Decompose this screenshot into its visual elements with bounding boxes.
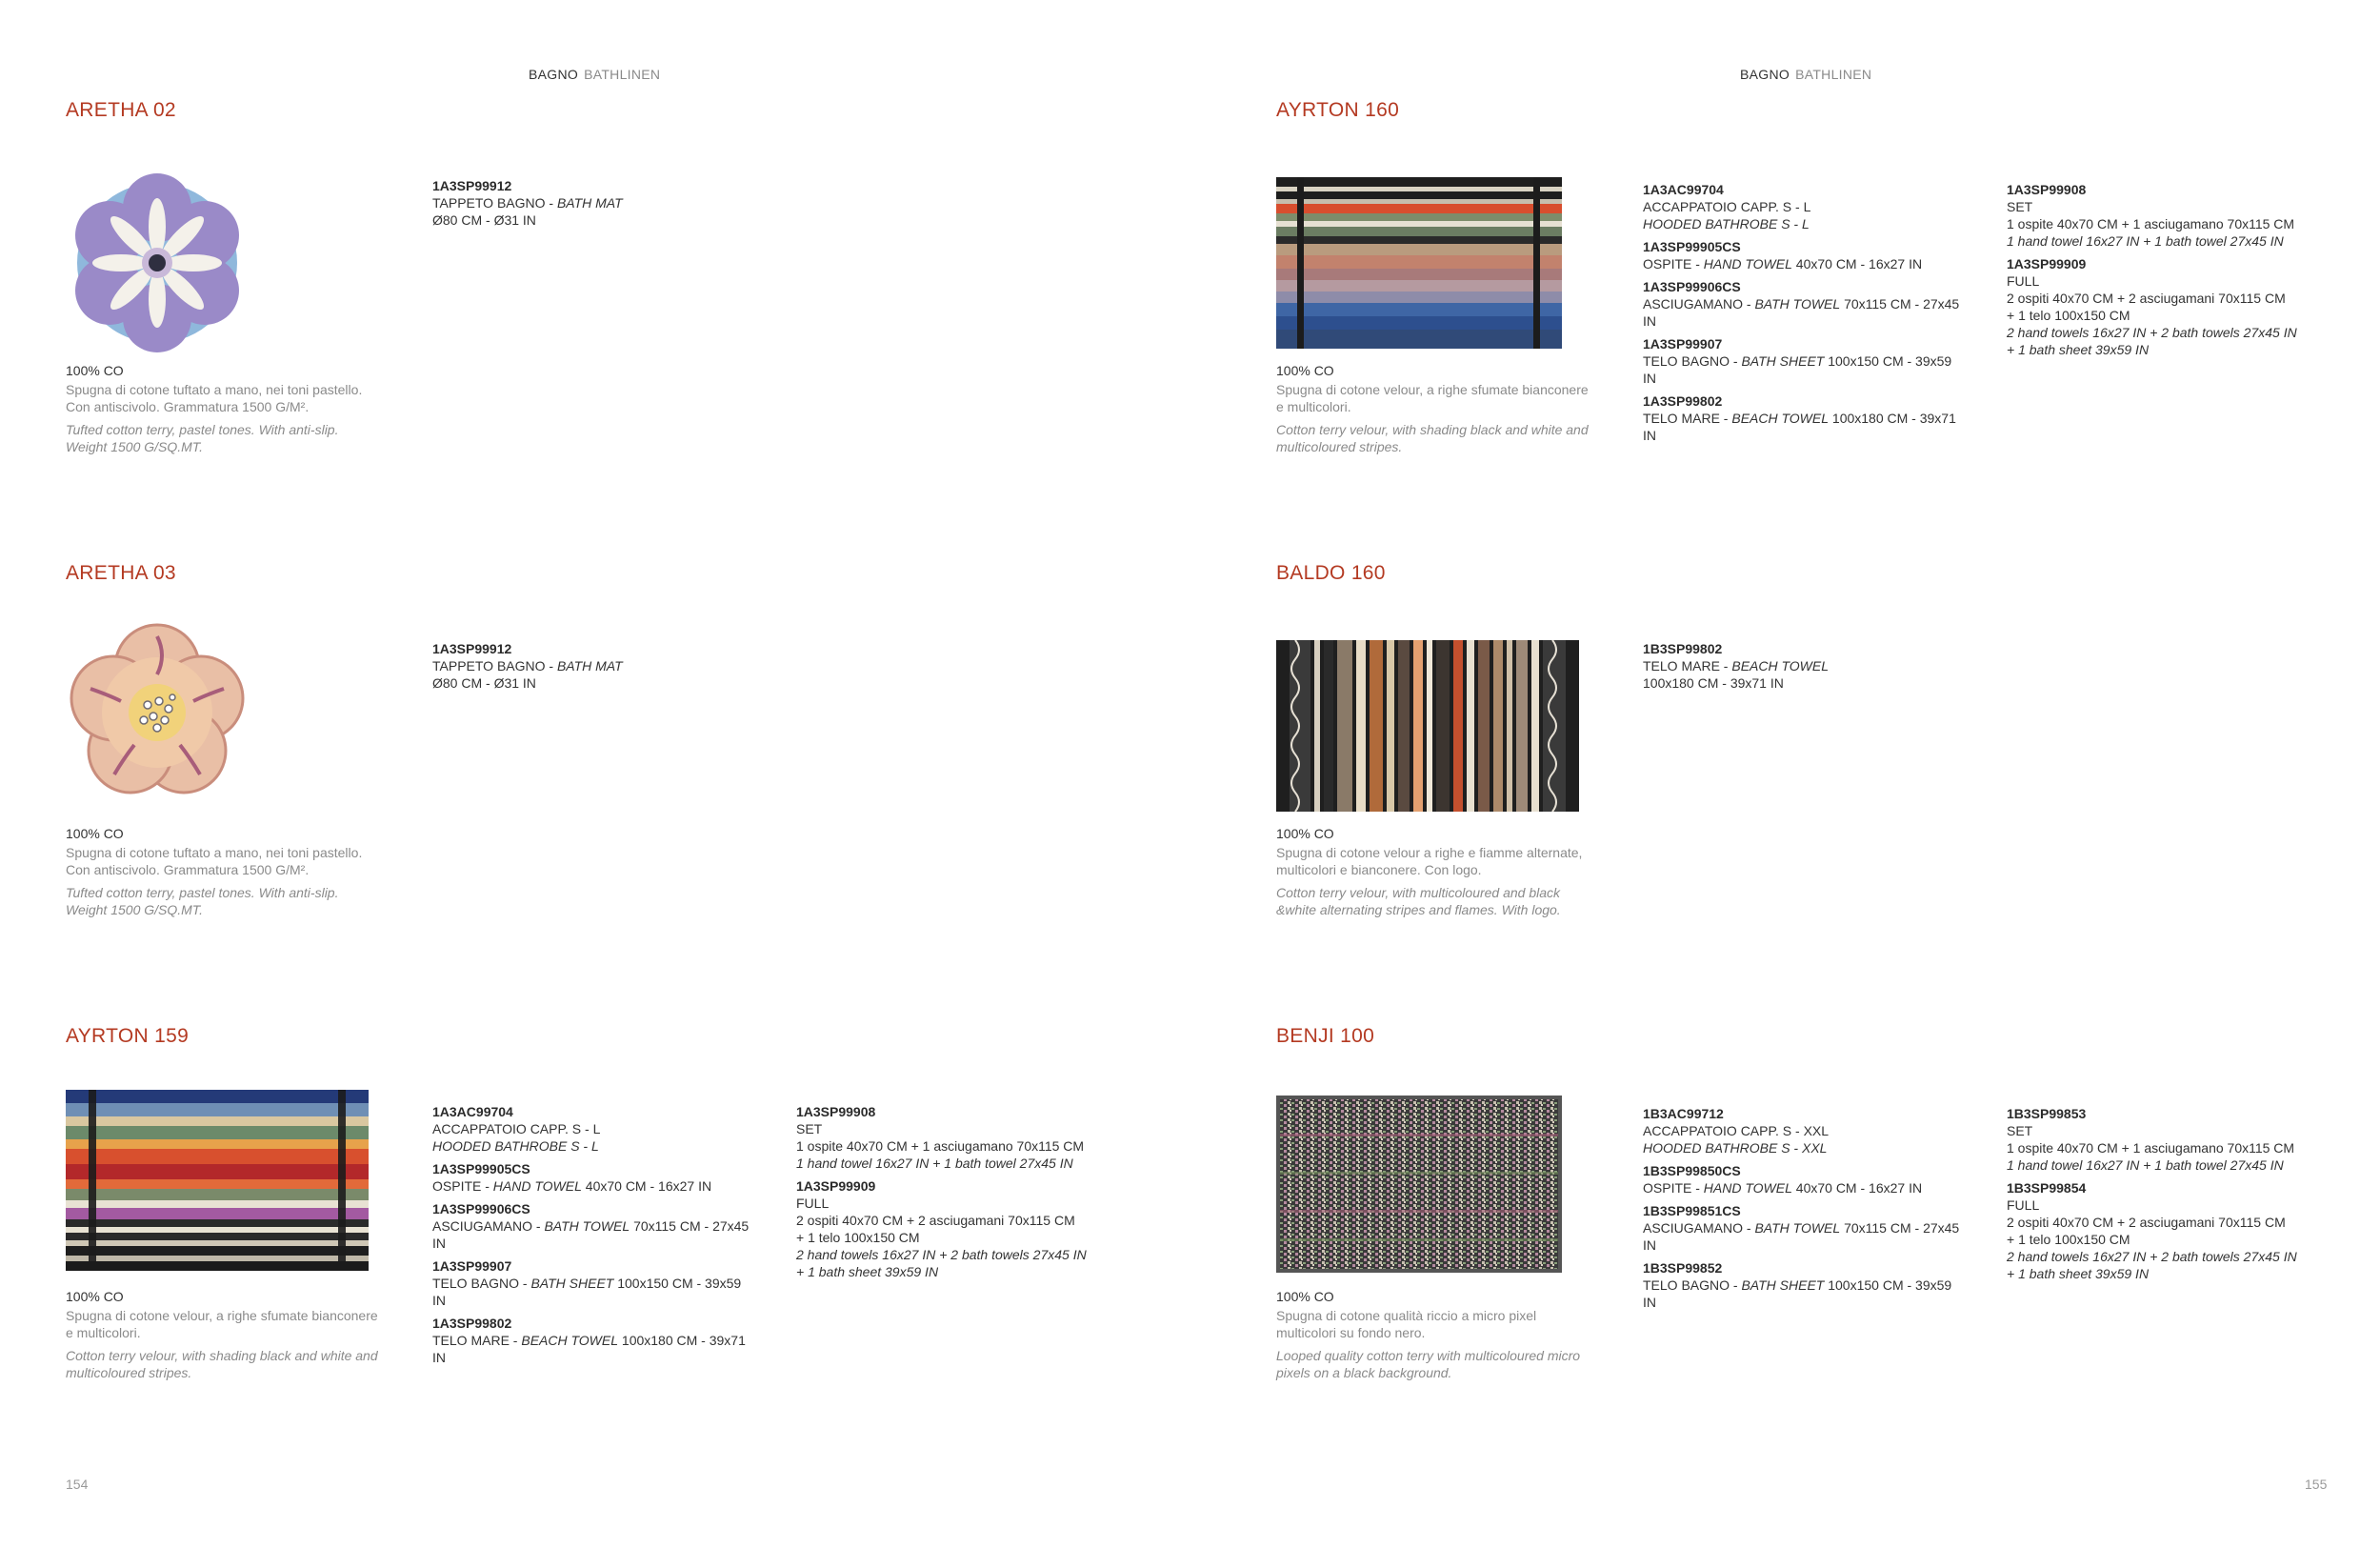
product-code-entry: 1A3SP99905CS OSPITE - HAND TOWEL 40x70 CM - 16x27 IN (432, 1161, 712, 1194)
section-header: BAGNO BATHLINEN (1740, 67, 1872, 82)
product-code-entry: 1A3SP99906CS ASCIUGAMANO - BATH TOWEL 70x115 CM - 27x45 IN (432, 1201, 750, 1251)
product-image-ayrton-160 (1276, 177, 1562, 349)
page-number: 154 (66, 1477, 89, 1492)
product-code-entry: 1B3SP99853 SET 1 ospite 40x70 CM + 1 asciugamano 70x115 CM 1 hand towel 16x27 IN + 1 bath towel 27x45 IN (2007, 1106, 2295, 1173)
product-title: AYRTON 159 (66, 1025, 190, 1047)
product-description: 100% CO Spugna di cotone velour, a righe sfumate bianconere e multicolori. Cotton terry velour, with shading black and white and multicoloured stripes. (66, 1289, 378, 1380)
product-code-entry: 1A3AC99704 ACCAPPATOIO CAPP. S - L HOODED BATHROBE S - L (1643, 182, 1811, 231)
product-code-entry: 1B3SP99852 TELO BAGNO - BATH SHEET 100x150 CM - 39x59 IN (1643, 1260, 1952, 1310)
product-code-entry: 1B3SP99854 FULL 2 ospiti 40x70 CM + 2 asciugamani 70x115 CM + 1 telo 100x150 CM 2 hand towels 16x27 IN + 2 bath towels 27x45 IN + 1 bath sheet 39x59 IN (2007, 1180, 2297, 1281)
product-aretha-03 (66, 562, 1180, 1019)
product-code-entry: 1A3AC99704 ACCAPPATOIO CAPP. S - L HOODED BATHROBE S - L (432, 1104, 601, 1154)
product-image-aretha-03 (66, 621, 249, 804)
product-code-entry: 1A3SP99907 TELO BAGNO - BATH SHEET 100x150 CM - 39x59 IN (1643, 336, 1952, 386)
codes-column-1 (1643, 640, 1967, 697)
product-code-entry: 1A3SP99905CS OSPITE - HAND TOWEL 40x70 CM - 16x27 IN (1643, 239, 1923, 271)
product-code-entry: 1A3SP99912 TAPPETO BAGNO - BATH MAT Ø80 CM - Ø31 IN (432, 641, 623, 691)
product-code-entry: 1A3SP99909 FULL 2 ospiti 40x70 CM + 2 asciugamani 70x115 CM + 1 telo 100x150 CM 2 hand towels 16x27 IN + 2 bath towels 27x45 IN + 1 bath sheet 39x59 IN (2007, 256, 2297, 357)
product-code-entry: 1B3SP99851CS ASCIUGAMANO - BATH TOWEL 70x115 CM - 27x45 IN (1643, 1203, 1960, 1253)
product-code-entry: 1A3SP99908 SET 1 ospite 40x70 CM + 1 asciugamano 70x115 CM 1 hand towel 16x27 IN + 1 bath towel 27x45 IN (796, 1104, 1085, 1171)
codes-column-1 (1643, 181, 1967, 450)
codes-column-2 (2007, 181, 2350, 364)
product-code-entry: 1A3SP99909 FULL 2 ospiti 40x70 CM + 2 asciugamani 70x115 CM + 1 telo 100x150 CM 2 hand towels 16x27 IN + 2 bath towels 27x45 IN + 1 bath sheet 39x59 IN (796, 1178, 1087, 1279)
product-image-aretha-02 (66, 171, 249, 354)
section-header: BAGNO BATHLINEN (529, 67, 661, 82)
product-benji-100 (1276, 1025, 2380, 1482)
product-code-entry: 1A3SP99802 TELO MARE - BEACH TOWEL 100x180 CM - 39x71 IN (1643, 393, 1956, 443)
codes-column-1 (432, 177, 756, 234)
product-code-entry: 1A3SP99802 TELO MARE - BEACH TOWEL 100x180 CM - 39x71 IN (432, 1316, 746, 1365)
product-title: BENJI 100 (1276, 1025, 1375, 1047)
product-aretha-02 (66, 99, 1180, 556)
right-page (1190, 0, 2380, 1548)
product-description: 100% CO Spugna di cotone velour a righe e fiamme alternate, multicolori e bianconere. Con logo. Cotton terry velour, with multicoloured and black &white alternating stripes and flames. With logo. (1276, 826, 1583, 917)
product-title: AYRTON 160 (1276, 99, 1400, 121)
product-baldo-160 (1276, 562, 2380, 1019)
product-code-entry: 1A3SP99906CS ASCIUGAMANO - BATH TOWEL 70x115 CM - 27x45 IN (1643, 279, 1960, 329)
product-image-ayrton-159 (66, 1090, 369, 1271)
page-number: 155 (2305, 1477, 2328, 1492)
product-code-entry: 1B3AC99712 ACCAPPATOIO CAPP. S - XXL HOODED BATHROBE S - XXL (1643, 1106, 1830, 1156)
product-description: 100% CO Spugna di cotone qualità riccio a micro pixel multicolori su fondo nero. Looped quality cotton terry with multicoloured micro pixels on a black background. (1276, 1289, 1581, 1380)
product-description: 100% CO Spugna di cotone velour, a righe sfumate bianconere e multicolori. Cotton terry velour, with shading black and white and multicoloured stripes. (1276, 363, 1589, 454)
codes-column-2 (796, 1103, 1139, 1286)
product-code-entry: 1B3SP99802 TELO MARE - BEACH TOWEL 100x180 CM - 39x71 IN (1643, 641, 1830, 691)
product-image-baldo-160 (1276, 640, 1579, 812)
product-ayrton-160 (1276, 99, 2380, 556)
product-code-entry: 1A3SP99907 TELO BAGNO - BATH SHEET 100x150 CM - 39x59 IN (432, 1258, 742, 1308)
product-code-entry: 1B3SP99850CS OSPITE - HAND TOWEL 40x70 CM - 16x27 IN (1643, 1163, 1923, 1196)
codes-column-2 (2007, 1105, 2350, 1288)
codes-column-1 (432, 640, 756, 697)
product-code-entry: 1A3SP99908 SET 1 ospite 40x70 CM + 1 asciugamano 70x115 CM 1 hand towel 16x27 IN + 1 bath towel 27x45 IN (2007, 182, 2295, 249)
product-title: ARETHA 02 (66, 99, 176, 121)
product-description: 100% CO Spugna di cotone tuftato a mano, nei toni pastello. Con antiscivolo. Grammatura 1500 G/M². Tufted cotton terry, pastel tones. With anti-slip. Weight 1500 G/SQ.MT. (66, 826, 363, 917)
product-description: 100% CO Spugna di cotone tuftato a mano, nei toni pastello. Con antiscivolo. Grammatura 1500 G/M². Tufted cotton terry, pastel tones. With anti-slip. Weight 1500 G/SQ.MT. (66, 363, 363, 454)
codes-column-1 (1643, 1105, 1967, 1317)
product-image-benji-100 (1276, 1096, 1562, 1273)
product-title: BALDO 160 (1276, 562, 1386, 584)
product-ayrton-159 (66, 1025, 1180, 1482)
product-code-entry: 1A3SP99912 TAPPETO BAGNO - BATH MAT Ø80 CM - Ø31 IN (432, 178, 623, 228)
codes-column-1 (432, 1103, 756, 1372)
product-title: ARETHA 03 (66, 562, 176, 584)
